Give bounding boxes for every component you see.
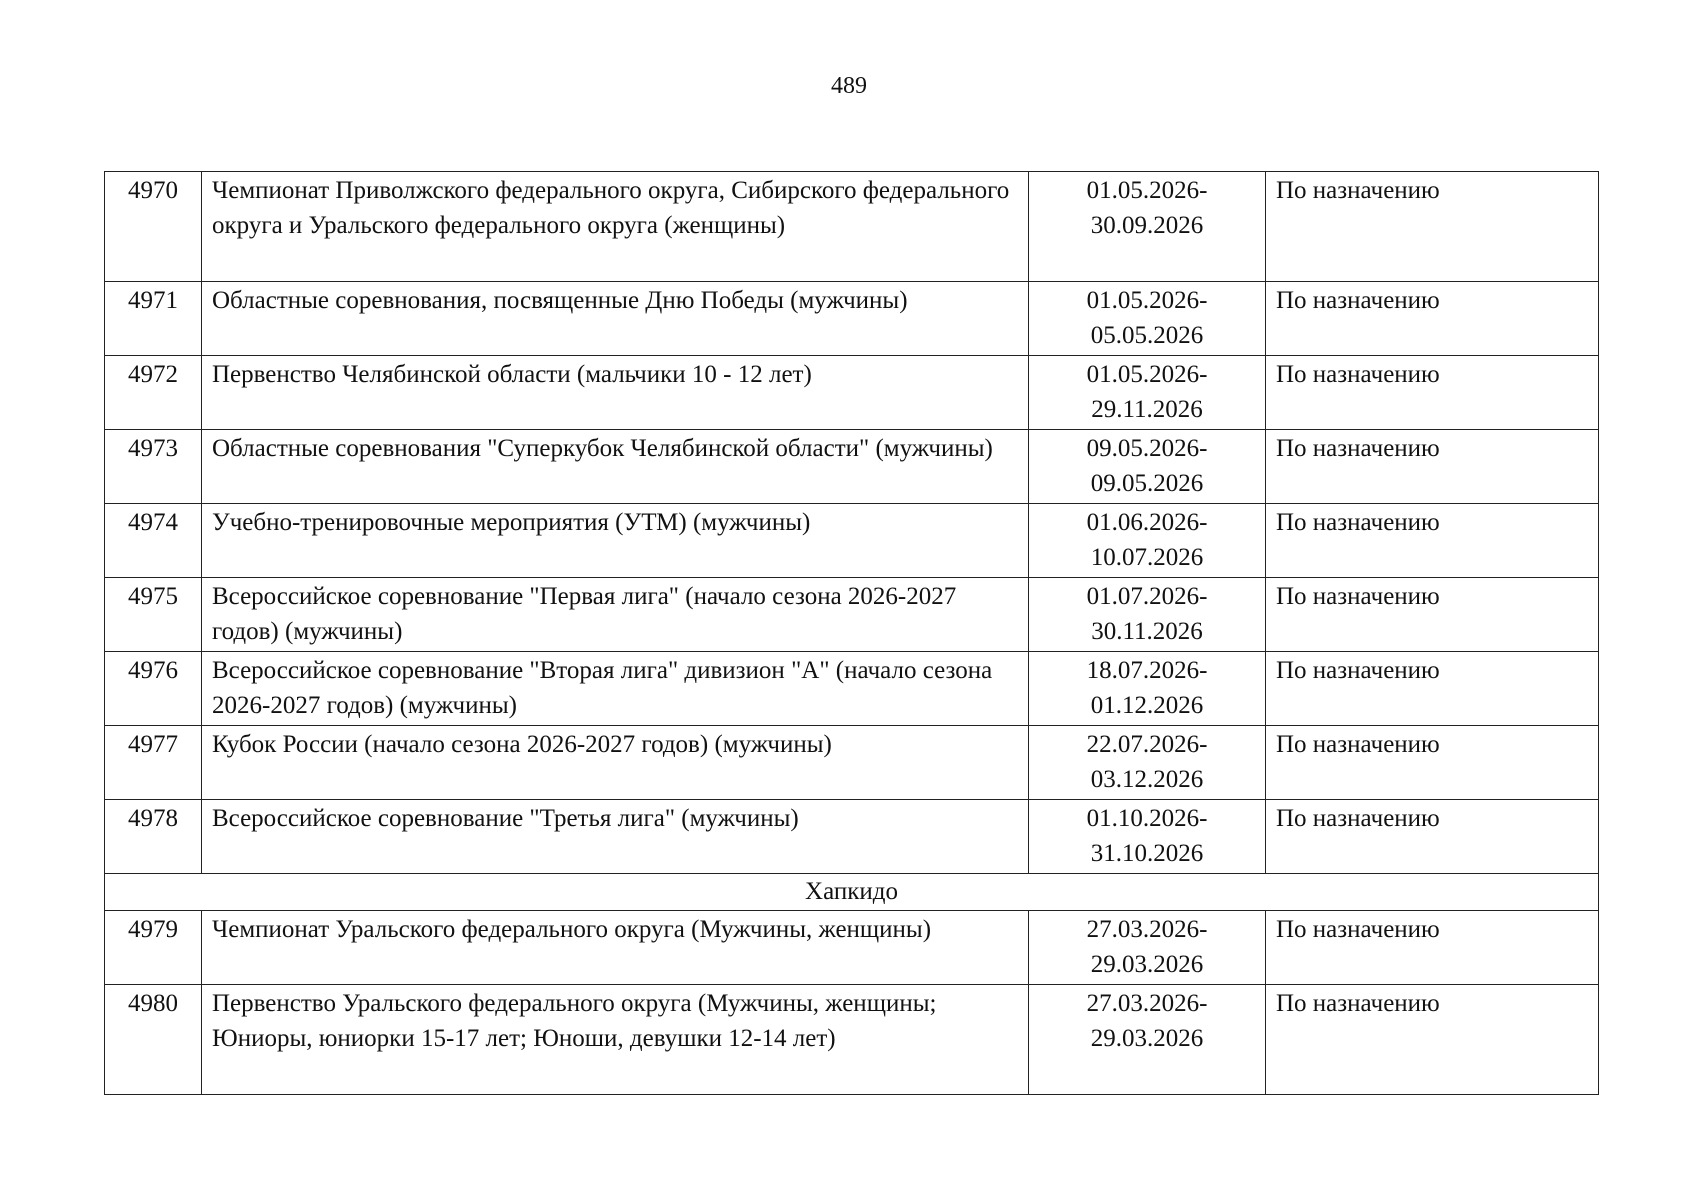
- table-row: [105, 356, 1599, 430]
- table-row: [105, 911, 1599, 985]
- event-name-cell: Всероссийское соревнование "Третья лига" (мужчины): [202, 800, 1029, 874]
- event-number-cell: 4975: [105, 578, 202, 652]
- events-table: [104, 171, 1599, 1095]
- event-name-cell: Кубок России (начало сезона 2026-2027 годов) (мужчины): [202, 726, 1029, 800]
- event-number-cell: 4970: [105, 172, 202, 282]
- event-dates-cell: 01.06.2026- 10.07.2026: [1029, 504, 1266, 578]
- table-row: [105, 430, 1599, 504]
- event-place-cell: По назначению: [1266, 172, 1599, 282]
- event-dates-cell: 01.05.2026- 05.05.2026: [1029, 282, 1266, 356]
- table-row: [105, 800, 1599, 874]
- event-name-cell: Всероссийское соревнование "Вторая лига" дивизион "А" (начало сезона 2026-2027 годов) (мужчины): [202, 652, 1029, 726]
- event-name-cell: Областные соревнования "Суперкубок Челябинской области" (мужчины): [202, 430, 1029, 504]
- event-number-cell: 4971: [105, 282, 202, 356]
- table-row: [105, 726, 1599, 800]
- event-dates-cell: 27.03.2026- 29.03.2026: [1029, 985, 1266, 1095]
- event-name-cell: Первенство Челябинской области (мальчики 10 - 12 лет): [202, 356, 1029, 430]
- event-place-cell: По назначению: [1266, 504, 1599, 578]
- events-table-body: [105, 172, 1599, 1095]
- table-row: [105, 652, 1599, 726]
- event-name-cell: Учебно-тренировочные мероприятия (УТМ) (мужчины): [202, 504, 1029, 578]
- event-name-cell: Чемпионат Уральского федерального округа (Мужчины, женщины): [202, 911, 1029, 985]
- table-row: [105, 578, 1599, 652]
- event-name-cell: Чемпионат Приволжского федерального округа, Сибирского федерального округа и Уральского федерального округа (женщины): [202, 172, 1029, 282]
- event-dates-cell: 01.10.2026- 31.10.2026: [1029, 800, 1266, 874]
- event-place-cell: По назначению: [1266, 726, 1599, 800]
- event-number-cell: 4972: [105, 356, 202, 430]
- event-place-cell: По назначению: [1266, 282, 1599, 356]
- table-row: [105, 282, 1599, 356]
- event-place-cell: По назначению: [1266, 578, 1599, 652]
- event-place-cell: По назначению: [1266, 652, 1599, 726]
- event-number-cell: 4980: [105, 985, 202, 1095]
- event-number-cell: 4977: [105, 726, 202, 800]
- page-number: 489: [831, 73, 867, 99]
- event-name-cell: Областные соревнования, посвященные Дню Победы (мужчины): [202, 282, 1029, 356]
- section-header-row: [105, 874, 1599, 911]
- section-title: Хапкидо: [105, 874, 1599, 911]
- event-place-cell: По назначению: [1266, 800, 1599, 874]
- event-dates-cell: 22.07.2026- 03.12.2026: [1029, 726, 1266, 800]
- event-dates-cell: 01.07.2026- 30.11.2026: [1029, 578, 1266, 652]
- event-name-cell: Первенство Уральского федерального округа (Мужчины, женщины; Юниоры, юниорки 15-17 лет; Юноши, девушки 12-14 лет): [202, 985, 1029, 1095]
- event-dates-cell: 09.05.2026- 09.05.2026: [1029, 430, 1266, 504]
- event-number-cell: 4974: [105, 504, 202, 578]
- event-number-cell: 4978: [105, 800, 202, 874]
- table-row: [105, 172, 1599, 282]
- table-row: [105, 985, 1599, 1095]
- event-dates-cell: 27.03.2026- 29.03.2026: [1029, 911, 1266, 985]
- event-name-cell: Всероссийское соревнование "Первая лига" (начало сезона 2026-2027 годов) (мужчины): [202, 578, 1029, 652]
- event-number-cell: 4973: [105, 430, 202, 504]
- table-row: [105, 504, 1599, 578]
- event-number-cell: 4979: [105, 911, 202, 985]
- event-place-cell: По назначению: [1266, 985, 1599, 1095]
- event-dates-cell: 18.07.2026- 01.12.2026: [1029, 652, 1266, 726]
- event-dates-cell: 01.05.2026- 30.09.2026: [1029, 172, 1266, 282]
- event-place-cell: По назначению: [1266, 430, 1599, 504]
- event-place-cell: По назначению: [1266, 356, 1599, 430]
- event-dates-cell: 01.05.2026- 29.11.2026: [1029, 356, 1266, 430]
- event-place-cell: По назначению: [1266, 911, 1599, 985]
- event-number-cell: 4976: [105, 652, 202, 726]
